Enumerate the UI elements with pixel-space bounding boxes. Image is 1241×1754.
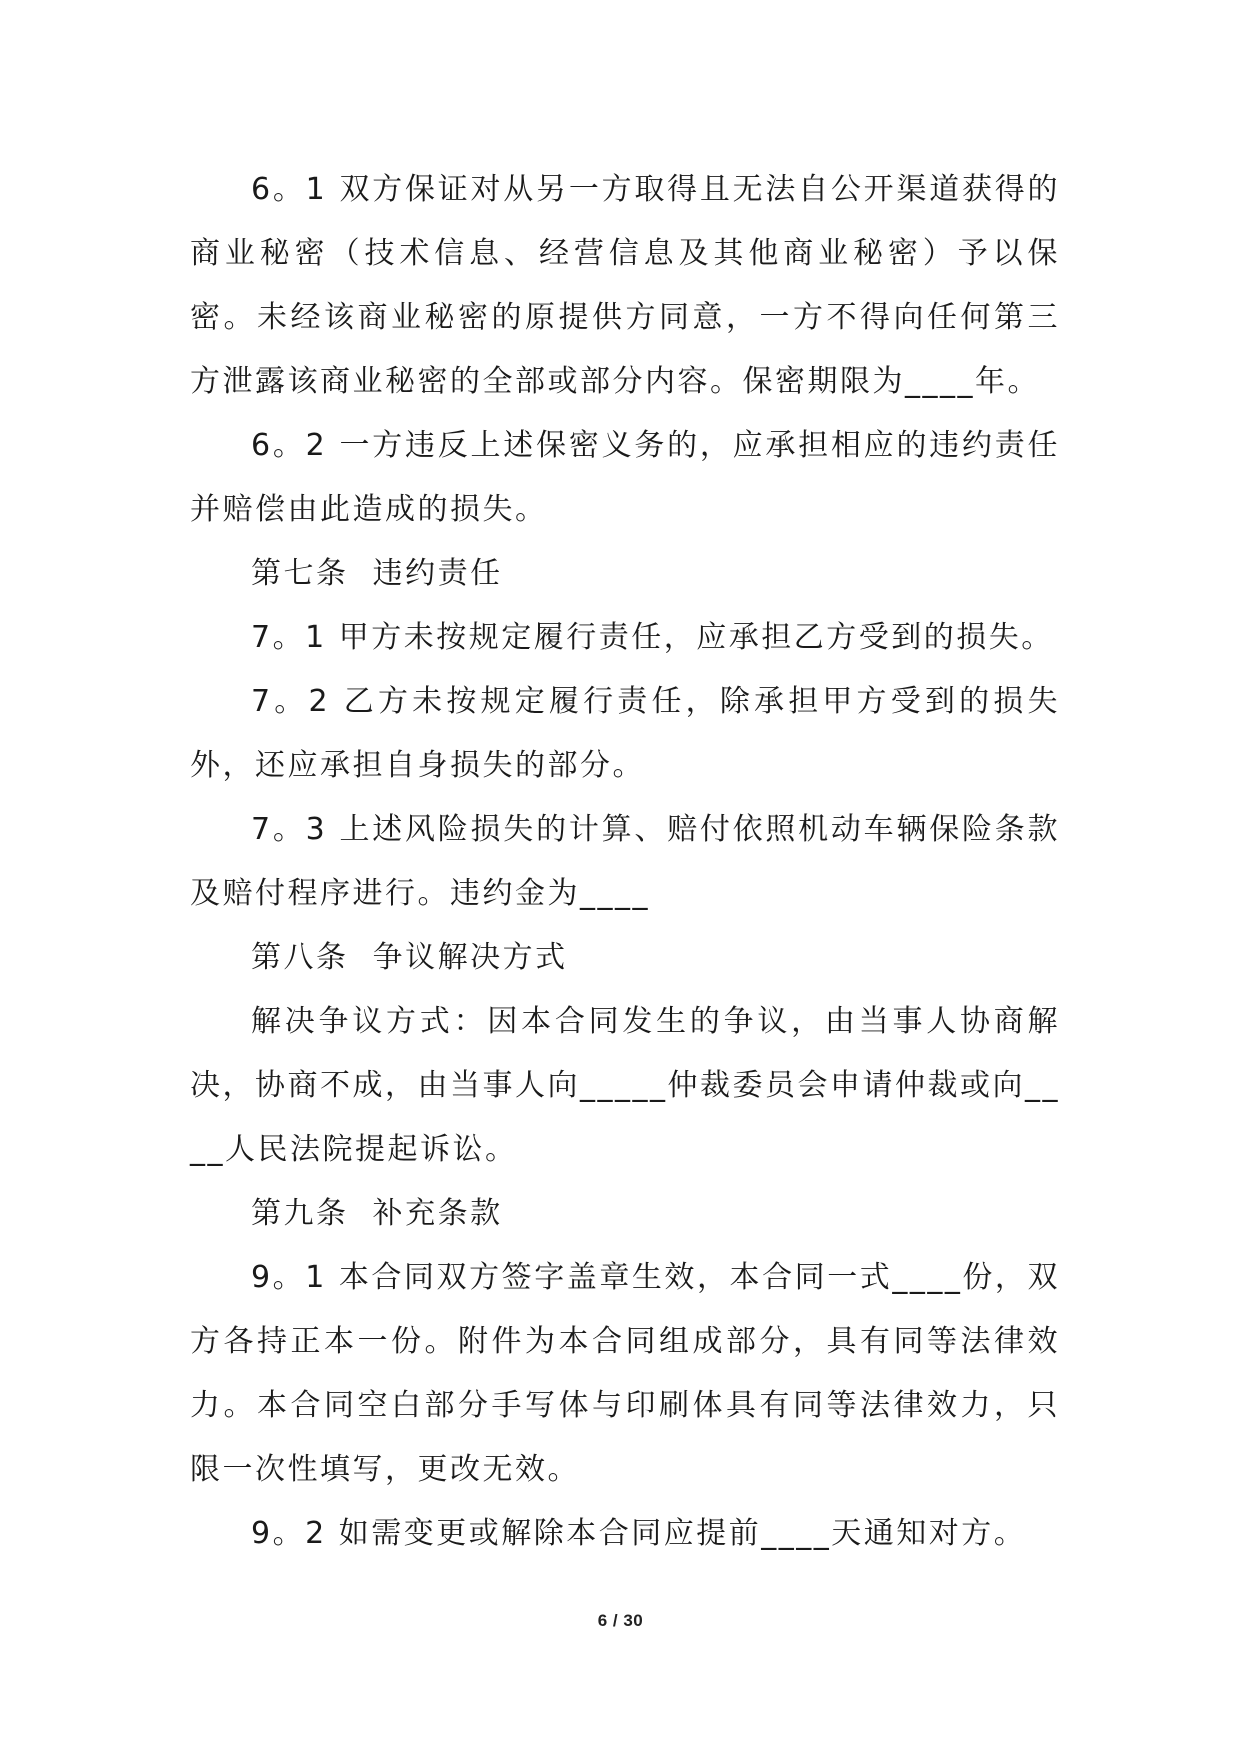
paragraph-6-1-confidentiality: 6。1 双方保证对从另一方取得且无法自公开渠道获得的商业秘密（技术信息、经营信息及其他商业秘密）予以保密。未经该商业秘密的原提供方同意，一方不得向任何第三方泄露该商业秘密的全部或部分内容。保密期限为____年。 xyxy=(190,172,1060,399)
paragraph-7-2: 7。2 乙方未按规定履行责任，除承担甲方受到的损失外，还应承担自身损失的部分。 xyxy=(190,684,1060,783)
paragraph-9-1: 9。1 本合同双方签字盖章生效，本合同一式____份，双方各持正本一份。附件为本合同组成部分，具有同等法律效力。本合同空白部分手写体与印刷体具有同等法律效力，只限一次性填写，更改无效。 xyxy=(190,1260,1060,1487)
paragraph-6-2-breach-of-confidentiality: 6。2 一方违反上述保密义务的，应承担相应的违约责任并赔偿由此造成的损失。 xyxy=(190,428,1060,527)
document-body xyxy=(190,158,1060,1566)
paragraph-9-2: 9。2 如需变更或解除本合同应提前____天通知对方。 xyxy=(251,1516,1027,1551)
heading-article-9: 第九条 补充条款 xyxy=(251,1196,503,1231)
heading-article-8: 第八条 争议解决方式 xyxy=(251,940,568,975)
paragraph-dispute-resolution: 解决争议方式：因本合同发生的争议，由当事人协商解决，协商不成，由当事人向_____仲裁委员会申请仲裁或向____人民法院提起诉讼。 xyxy=(190,1004,1060,1167)
paragraph-7-1: 7。1 甲方未按规定履行责任，应承担乙方受到的损失。 xyxy=(251,620,1054,655)
heading-article-7: 第七条 违约责任 xyxy=(251,556,503,591)
page-number: 6 / 30 xyxy=(597,1611,644,1630)
paragraph-7-3: 7。3 上述风险损失的计算、赔付依照机动车辆保险条款及赔付程序进行。违约金为____ xyxy=(190,812,1060,911)
